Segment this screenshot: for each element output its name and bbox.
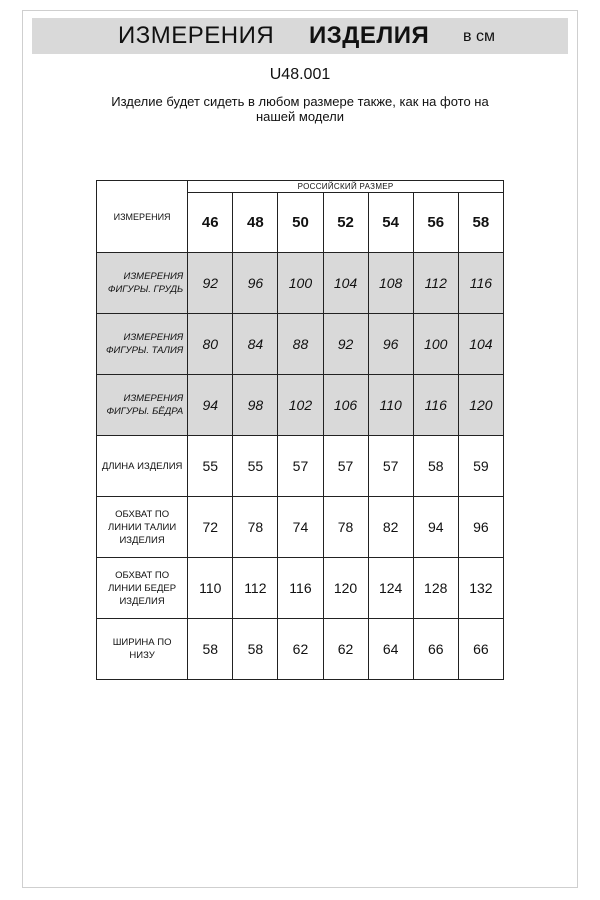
table-cell: 116 — [278, 558, 323, 619]
size-header-cell: 56 — [413, 193, 458, 253]
size-header-cell: 54 — [368, 193, 413, 253]
table-cell: 62 — [323, 619, 368, 680]
table-cell: 96 — [233, 253, 278, 314]
table-cell: 96 — [368, 314, 413, 375]
table-cell: 74 — [278, 497, 323, 558]
table-cell: 58 — [413, 436, 458, 497]
table-cell: 82 — [368, 497, 413, 558]
row-label: ШИРИНА ПО НИЗУ — [97, 619, 188, 680]
size-header-cell: 50 — [278, 193, 323, 253]
table-cell: 66 — [458, 619, 503, 680]
table-cell: 124 — [368, 558, 413, 619]
table-cell: 64 — [368, 619, 413, 680]
table-cell: 92 — [323, 314, 368, 375]
table-cell: 112 — [413, 253, 458, 314]
table-cell: 132 — [458, 558, 503, 619]
fit-note: Изделие будет сидеть в любом размере также, как на фото на нашей модели — [111, 94, 489, 124]
row-label: ДЛИНА ИЗДЕЛИЯ — [97, 436, 188, 497]
table-cell: 108 — [368, 253, 413, 314]
product-code: U48.001 — [269, 66, 331, 83]
size-header-cell: 48 — [233, 193, 278, 253]
table-cell: 84 — [233, 314, 278, 375]
title-measurements: ИЗМЕРЕНИЯ — [118, 22, 275, 49]
table-cell: 88 — [278, 314, 323, 375]
table-cell: 96 — [458, 497, 503, 558]
title-product: ИЗДЕЛИЯ — [309, 22, 430, 49]
table-cell: 59 — [458, 436, 503, 497]
table-cell: 55 — [188, 436, 233, 497]
table-cell: 112 — [233, 558, 278, 619]
units-label: в см — [463, 28, 495, 45]
table-cell: 102 — [278, 375, 323, 436]
table-cell: 120 — [323, 558, 368, 619]
table-cell: 92 — [188, 253, 233, 314]
table-cell: 72 — [188, 497, 233, 558]
table-row — [97, 314, 504, 375]
table-cell: 66 — [413, 619, 458, 680]
table-cell: 100 — [413, 314, 458, 375]
table-cell: 57 — [323, 436, 368, 497]
table-cell: 57 — [278, 436, 323, 497]
table-cell: 104 — [458, 314, 503, 375]
table-cell: 98 — [233, 375, 278, 436]
size-system-label: РОССИЙСКИЙ РАЗМЕР — [188, 181, 504, 193]
table-cell: 116 — [413, 375, 458, 436]
row-label: ОБХВАТ ПО ЛИНИИ БЕДЕР ИЗДЕЛИЯ — [97, 558, 188, 619]
table-row — [97, 375, 504, 436]
table-cell: 104 — [323, 253, 368, 314]
table-cell: 94 — [413, 497, 458, 558]
table-cell: 57 — [368, 436, 413, 497]
size-system-row — [97, 181, 504, 193]
table-row — [97, 497, 504, 558]
table-cell: 116 — [458, 253, 503, 314]
corner-label: ИЗМЕРЕНИЯ — [97, 181, 188, 253]
table-row — [97, 253, 504, 314]
table-row — [97, 619, 504, 680]
table-cell: 58 — [233, 619, 278, 680]
table-cell: 110 — [368, 375, 413, 436]
table-cell: 78 — [323, 497, 368, 558]
table-cell: 100 — [278, 253, 323, 314]
table-cell: 78 — [233, 497, 278, 558]
title-banner — [32, 18, 568, 54]
table-cell: 128 — [413, 558, 458, 619]
table-row — [97, 558, 504, 619]
table-cell: 62 — [278, 619, 323, 680]
size-table — [96, 180, 504, 680]
table-cell: 58 — [188, 619, 233, 680]
row-label: ИЗМЕРЕНИЯ ФИГУРЫ. ГРУДЬ — [97, 253, 188, 314]
size-header-cell: 52 — [323, 193, 368, 253]
table-cell: 110 — [188, 558, 233, 619]
row-label: ИЗМЕРЕНИЯ ФИГУРЫ. БЁДРА — [97, 375, 188, 436]
table-cell: 106 — [323, 375, 368, 436]
row-label: ИЗМЕРЕНИЯ ФИГУРЫ. ТАЛИЯ — [97, 314, 188, 375]
row-label: ОБХВАТ ПО ЛИНИИ ТАЛИИ ИЗДЕЛИЯ — [97, 497, 188, 558]
table-cell: 120 — [458, 375, 503, 436]
table-cell: 94 — [188, 375, 233, 436]
size-header-cell: 58 — [458, 193, 503, 253]
table-cell: 55 — [233, 436, 278, 497]
table-row — [97, 436, 504, 497]
table-cell: 80 — [188, 314, 233, 375]
size-header-cell: 46 — [188, 193, 233, 253]
